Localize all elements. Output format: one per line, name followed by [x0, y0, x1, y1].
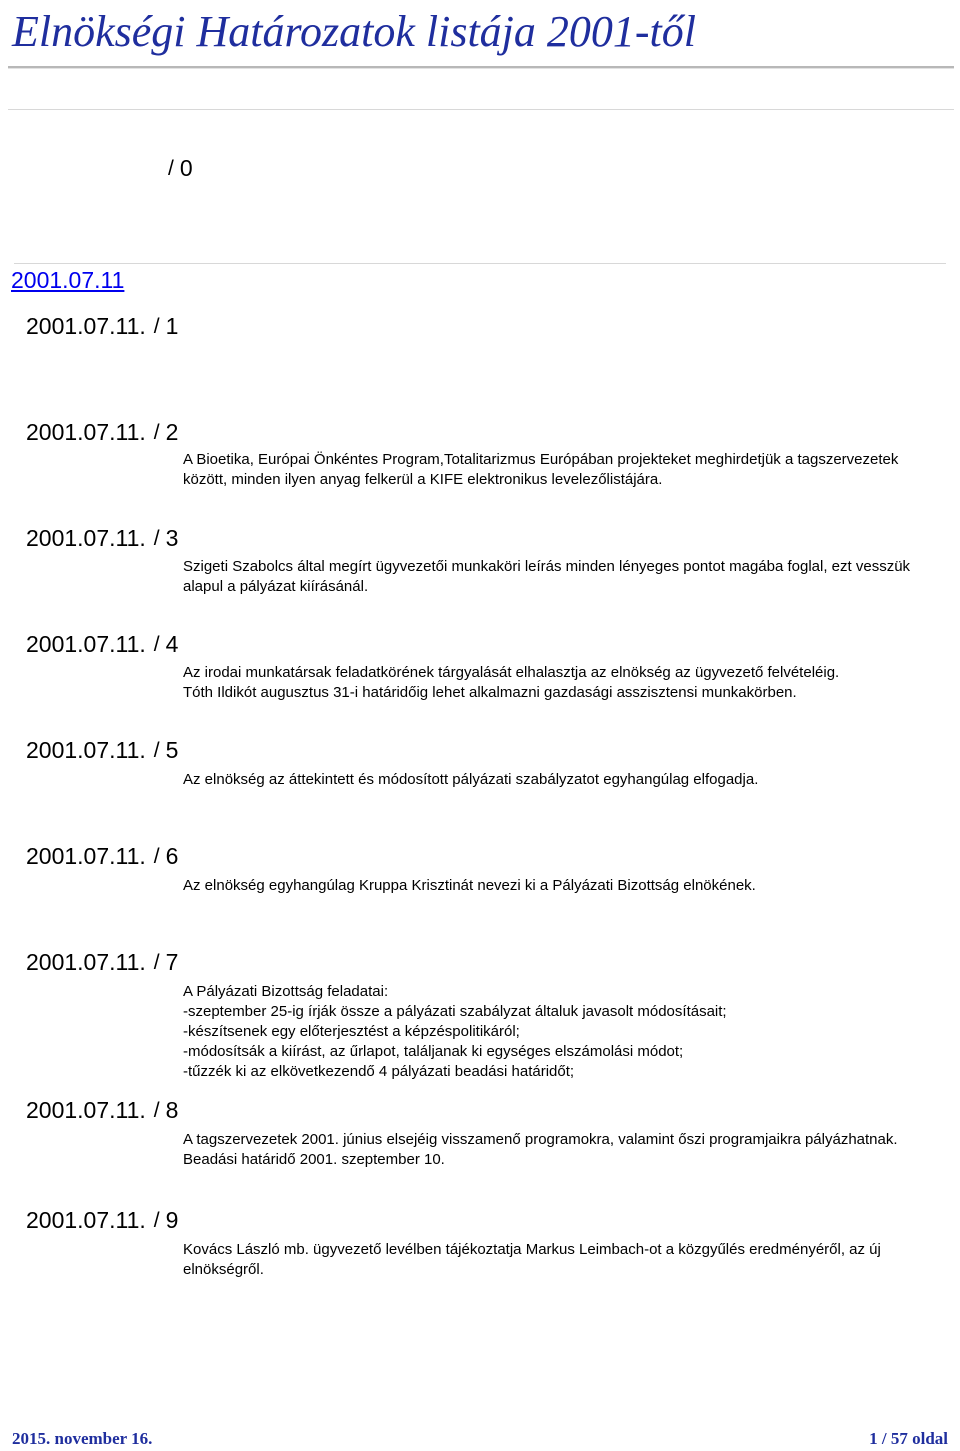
entry-number: 4	[165, 631, 179, 657]
entry-line: Kovács László mb. ügyvezető levélben tájékoztatja Markus Leimbach-ot a közgyűlés eredményéről, az új elnökségről.	[183, 1241, 881, 1278]
entry-text-6	[183, 876, 923, 896]
entry-text-3	[183, 557, 923, 597]
entry-number: 7	[165, 949, 179, 975]
entry-date: 2001.07.11.	[26, 949, 146, 975]
entry-number: 3	[165, 525, 179, 551]
entry-date: 2001.07.11.	[26, 1207, 146, 1233]
section-divider	[8, 109, 954, 110]
entry-slash: /	[153, 421, 160, 444]
entry-number: 8	[165, 1097, 179, 1123]
date-group-link[interactable]: 2001.07.11	[11, 267, 125, 293]
entry-number: 2	[165, 419, 179, 445]
entry-date: 2001.07.11.	[26, 1097, 146, 1123]
entry-line: -tűzzék ki az elkövetkezendő 4 pályázati beadási határidőt;	[183, 1063, 575, 1080]
entry-line: -módosítsák a kiírást, az űrlapot, találjanak ki egységes elszámolási módot;	[183, 1043, 684, 1060]
entry-number: 6	[165, 843, 179, 869]
page-title: Elnökségi Határozatok listája 2001-től	[12, 7, 696, 56]
entry-line: Az elnökség az áttekintett és módosított pályázati szabályzatot egyhangúlag elfogadja.	[183, 771, 759, 788]
entry-header-8	[26, 1099, 178, 1122]
page-counter: 1 / 57 oldal	[869, 1429, 948, 1448]
entry-header-6	[26, 845, 178, 868]
footer-date: 2015. november 16.	[12, 1429, 153, 1448]
entry-number: 0	[179, 155, 193, 181]
entry-line: -szeptember 25-ig írják össze a pályázati szabályzat általuk javasolt módosításait;	[183, 1003, 727, 1020]
entry-text-7	[183, 982, 923, 1082]
entry-slash: /	[153, 1209, 160, 1232]
entry-slash: /	[153, 845, 160, 868]
entry-slash: /	[153, 527, 160, 550]
entry-header-1	[26, 315, 178, 338]
entry-line: A Bioetika, Európai Önkéntes Program,Totalitarizmus Európában projekteket meghirdetjük a tagszervezetek között, minden ilyen anyag felkerül a KIFE elektronikus levelezőlistájára.	[183, 451, 899, 488]
entry-text-5	[183, 770, 923, 790]
entry-header-2	[26, 421, 178, 444]
entry-slash: /	[153, 315, 160, 338]
entry-slash: /	[153, 739, 160, 762]
entry-number: 1	[165, 313, 179, 339]
entry-text-4	[183, 663, 923, 703]
entry-date: 2001.07.11.	[26, 525, 146, 551]
entry-line: A Pályázati Bizottság feladatai:	[183, 983, 389, 1000]
entry-header-4	[26, 633, 178, 656]
entry-line: Az irodai munkatársak feladatkörének tárgyalását elhalasztja az elnökség az ügyvezető felvételéig.	[183, 664, 840, 681]
entry-line: -készítsenek egy előterjesztést a képzéspolitikáról;	[183, 1023, 520, 1040]
entry-number: 9	[165, 1207, 179, 1233]
entry-line: Tóth Ildikót augusztus 31-i határidőig lehet alkalmazni gazdasági asszisztensi munkakörben.	[183, 684, 797, 701]
entry-line: Beadási határidő 2001. szeptember 10.	[183, 1151, 445, 1168]
entry-line: Az elnökség egyhangúlag Kruppa Krisztinát nevezi ki a Pályázati Bizottság elnökének.	[183, 877, 756, 894]
entry-number: 5	[165, 737, 179, 763]
entry-date: 2001.07.11.	[26, 737, 146, 763]
entry-text-8	[183, 1130, 923, 1170]
entry-header-0	[160, 157, 193, 180]
entry-slash: /	[153, 951, 160, 974]
entry-header-7	[26, 951, 178, 974]
entry-date: 2001.07.11.	[26, 843, 146, 869]
entry-slash: /	[168, 157, 174, 180]
entry-date: 2001.07.11.	[26, 419, 146, 445]
entry-slash: /	[153, 1099, 160, 1122]
entry-header-9	[26, 1209, 178, 1232]
entry-line: A tagszervezetek 2001. június elsejéig visszamenő programokra, valamint őszi programjaikra pályázhatnak.	[183, 1131, 898, 1148]
entry-header-5	[26, 739, 178, 762]
date-divider	[14, 263, 946, 264]
entry-header-3	[26, 527, 178, 550]
entry-date: 2001.07.11.	[26, 313, 146, 339]
entry-text-2	[183, 450, 923, 490]
entry-date: 2001.07.11.	[26, 631, 146, 657]
header-divider	[8, 66, 954, 69]
entry-line: Szigeti Szabolcs által megírt ügyvezetői munkaköri leírás minden lényeges pontot magába foglal, ezt vesszük alapul a pályázat kiírásánál.	[183, 558, 911, 595]
entry-slash: /	[153, 633, 160, 656]
entry-text-9	[183, 1240, 923, 1280]
